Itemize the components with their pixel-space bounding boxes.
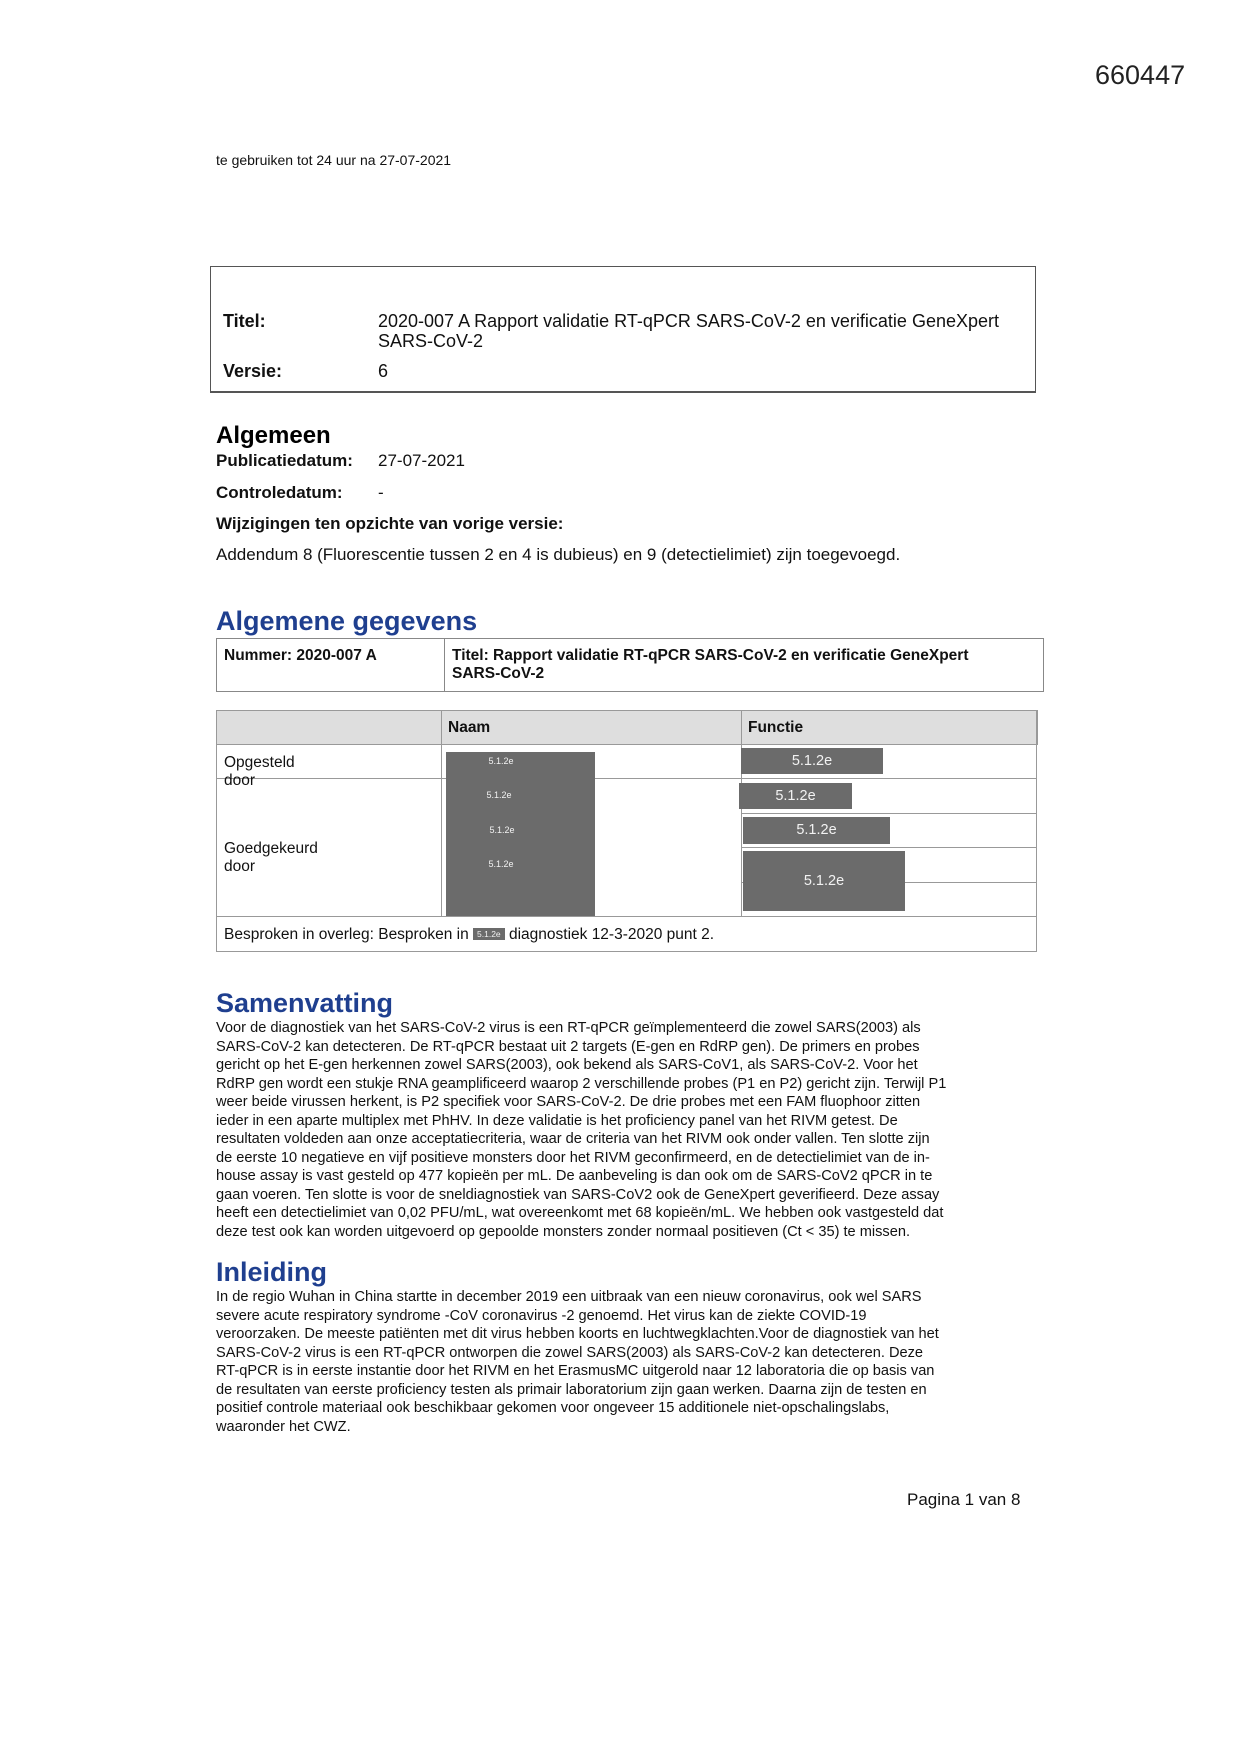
validity-note: te gebruiken tot 24 uur na 27-07-2021 xyxy=(216,152,452,168)
redacted-function-2: 5.1.2e xyxy=(739,783,852,809)
control-label: Controledatum: xyxy=(216,483,343,502)
general-data-divider xyxy=(444,639,445,691)
redacted-function-3: 5.1.2e xyxy=(743,817,890,844)
samenvatting-line: gaan voeren. Ten slotte is voor de sneldiagnostiek van SARS-CoV2 ook de GeneXpert geverifieerd. Deze assay xyxy=(216,1186,940,1203)
changes-text: Addendum 8 (Fluorescentie tussen 2 en 4 is dubieus) en 9 (detectielimiet) zijn toegevoegd. xyxy=(216,545,901,564)
samenvatting-line: Voor de diagnostiek van het SARS-CoV-2 virus is een RT-qPCR geïmplementeerd die zowel SARS(2003) als xyxy=(216,1020,921,1036)
inleiding-line: RT-qPCR is in eerste instantie door het RIVM en het ErasmusMC uitgerold naar 12 laboratoria die op basis van xyxy=(216,1363,935,1379)
publication-value: 27-07-2021 xyxy=(378,451,465,470)
samenvatting-line: ieder in een aparte multiplex met PhHV. In deze validatie is het proficiency panel van het RIVM getest. De xyxy=(216,1112,898,1129)
inleiding-line: de resultaten van eerste proficiency testen als primair laboratorium zijn gaan werken. Daarna zijn de testen en xyxy=(216,1381,927,1398)
redacted-meeting: 5.1.2e xyxy=(473,928,505,940)
changes-label: Wijzigingen ten opzichte van vorige versie: xyxy=(216,514,564,533)
samenvatting-line: house assay is vast gesteld op 477 kopieën per mL. De aanbeveling is dan ook om de SARS-CoV2 qPCR in te xyxy=(216,1168,933,1184)
redacted-name-3: 5.1.2e xyxy=(489,825,515,835)
inleiding-line: waaronder het CWZ. xyxy=(216,1418,351,1435)
inleiding-paragraph xyxy=(216,1288,1036,1436)
publication-label: Publicatiedatum: xyxy=(216,451,353,470)
algemene-gegevens-heading: Algemene gegevens xyxy=(216,606,478,636)
samenvatting-line: heeft een detectielimiet van 0,02 PFU/mL, wat overeenkomt met 68 kopieën/mL. We hebben ook vastgesteld dat xyxy=(216,1205,944,1221)
row-label-approved: Goedgekeurd door xyxy=(224,840,318,875)
control-value: - xyxy=(378,483,384,502)
redacted-function-1: 5.1.2e xyxy=(741,748,883,774)
version-value: 6 xyxy=(378,361,389,381)
samenvatting-line: RdRP gen wordt een stukje RNA geamplificeerd waarop 2 verschillende probes (P1 en P2) gericht zijn. Terwijl P1 xyxy=(216,1075,947,1092)
title-label: Titel: xyxy=(223,311,266,331)
version-label: Versie: xyxy=(223,361,283,381)
samenvatting-line: gericht op het E-gen herkennen zowel SARS(2003), ook bekend als SARS-CoV1, als SARS-CoV-2. Voor het xyxy=(216,1057,918,1073)
title-value-line1: 2020-007 A Rapport validatie RT-qPCR SARS-CoV-2 en verificatie GeneXpert xyxy=(378,311,999,331)
inleiding-line: SARS-CoV-2 virus is een RT-qPCR ontworpen die zowel SARS(2003) als SARS-CoV-2 kan detecteren. Deze xyxy=(216,1344,924,1361)
samenvatting-line: resultaten voldeden aan onze acceptatiecriteria, waar de criteria van het RIVM ook onder vallen. Ten slotte zijn xyxy=(216,1131,930,1147)
document-number-field: Nummer: 2020-007 A xyxy=(224,647,377,664)
inleiding-heading: Inleiding xyxy=(216,1257,327,1287)
inleiding-line: severe acute respiratory syndrome -CoV coronavirus -2 genoemd. Het virus kan de ziekte COVID-19 xyxy=(216,1307,867,1324)
column-header-name: Naam xyxy=(448,719,491,736)
redacted-name-4: 5.1.2e xyxy=(488,859,514,869)
samenvatting-paragraph xyxy=(216,1019,1036,1241)
redacted-name-1: 5.1.2e xyxy=(488,756,514,766)
title-value-line2: SARS-CoV-2 xyxy=(378,331,484,351)
page-number: Pagina 1 van 8 xyxy=(907,1490,1021,1509)
samenvatting-line: weer beide virussen herkent, is P2 specifiek voor SARS-CoV-2. De drie probes met een FAM fluophoor zitten xyxy=(216,1094,921,1110)
inleiding-line: veroorzaken. De meeste patiënten met dit virus hebben koorts en luchtwegklachten.Voor de diagnostiek van het xyxy=(216,1326,939,1342)
document-title-field-line2: SARS-CoV-2 xyxy=(452,665,545,682)
redacted-function-4: 5.1.2e xyxy=(743,851,905,911)
approval-table-header xyxy=(216,710,1038,745)
row-label-prepared: Opgesteld door xyxy=(224,754,295,789)
inleiding-line: In de regio Wuhan in China startte in december 2019 een uitbraak van een nieuw coronavirus, ook wel SARS xyxy=(216,1289,922,1305)
title-box xyxy=(210,266,1036,393)
column-header-function: Functie xyxy=(748,719,804,736)
samenvatting-line: SARS-CoV-2 kan detecteren. De RT-qPCR bestaat uit 2 targets (E-gen en RdRP gen). De primers en probes xyxy=(216,1038,920,1055)
samenvatting-heading: Samenvatting xyxy=(216,988,394,1018)
discussed-suffix: diagnostiek 12-3-2020 punt 2. xyxy=(508,926,715,943)
algemeen-heading: Algemeen xyxy=(216,422,331,449)
document-number: 660447 xyxy=(1095,60,1186,90)
general-data-box xyxy=(216,638,1044,692)
inleiding-line: positief controle materiaal ook beschikbaar gekomen voor ongeveer 15 additionele niet-opschalingslabs, xyxy=(216,1400,890,1416)
document-title-field-line1: Titel: Rapport validatie RT-qPCR SARS-CoV-2 en verificatie GeneXpert xyxy=(452,647,969,664)
discussed-prefix: Besproken in overleg: Besproken in xyxy=(224,926,469,943)
samenvatting-line: deze test ook kan worden uitgevoerd op gepoolde monsters zonder normaal positieven (Ct < 35) te missen. xyxy=(216,1223,911,1240)
samenvatting-line: de eerste 10 negatieve en vijf positieve monsters door het RIVM geconfirmeerd, en de detectielimiet van de in- xyxy=(216,1149,930,1166)
redacted-name-2: 5.1.2e xyxy=(486,790,512,800)
discussed-row xyxy=(224,926,714,944)
